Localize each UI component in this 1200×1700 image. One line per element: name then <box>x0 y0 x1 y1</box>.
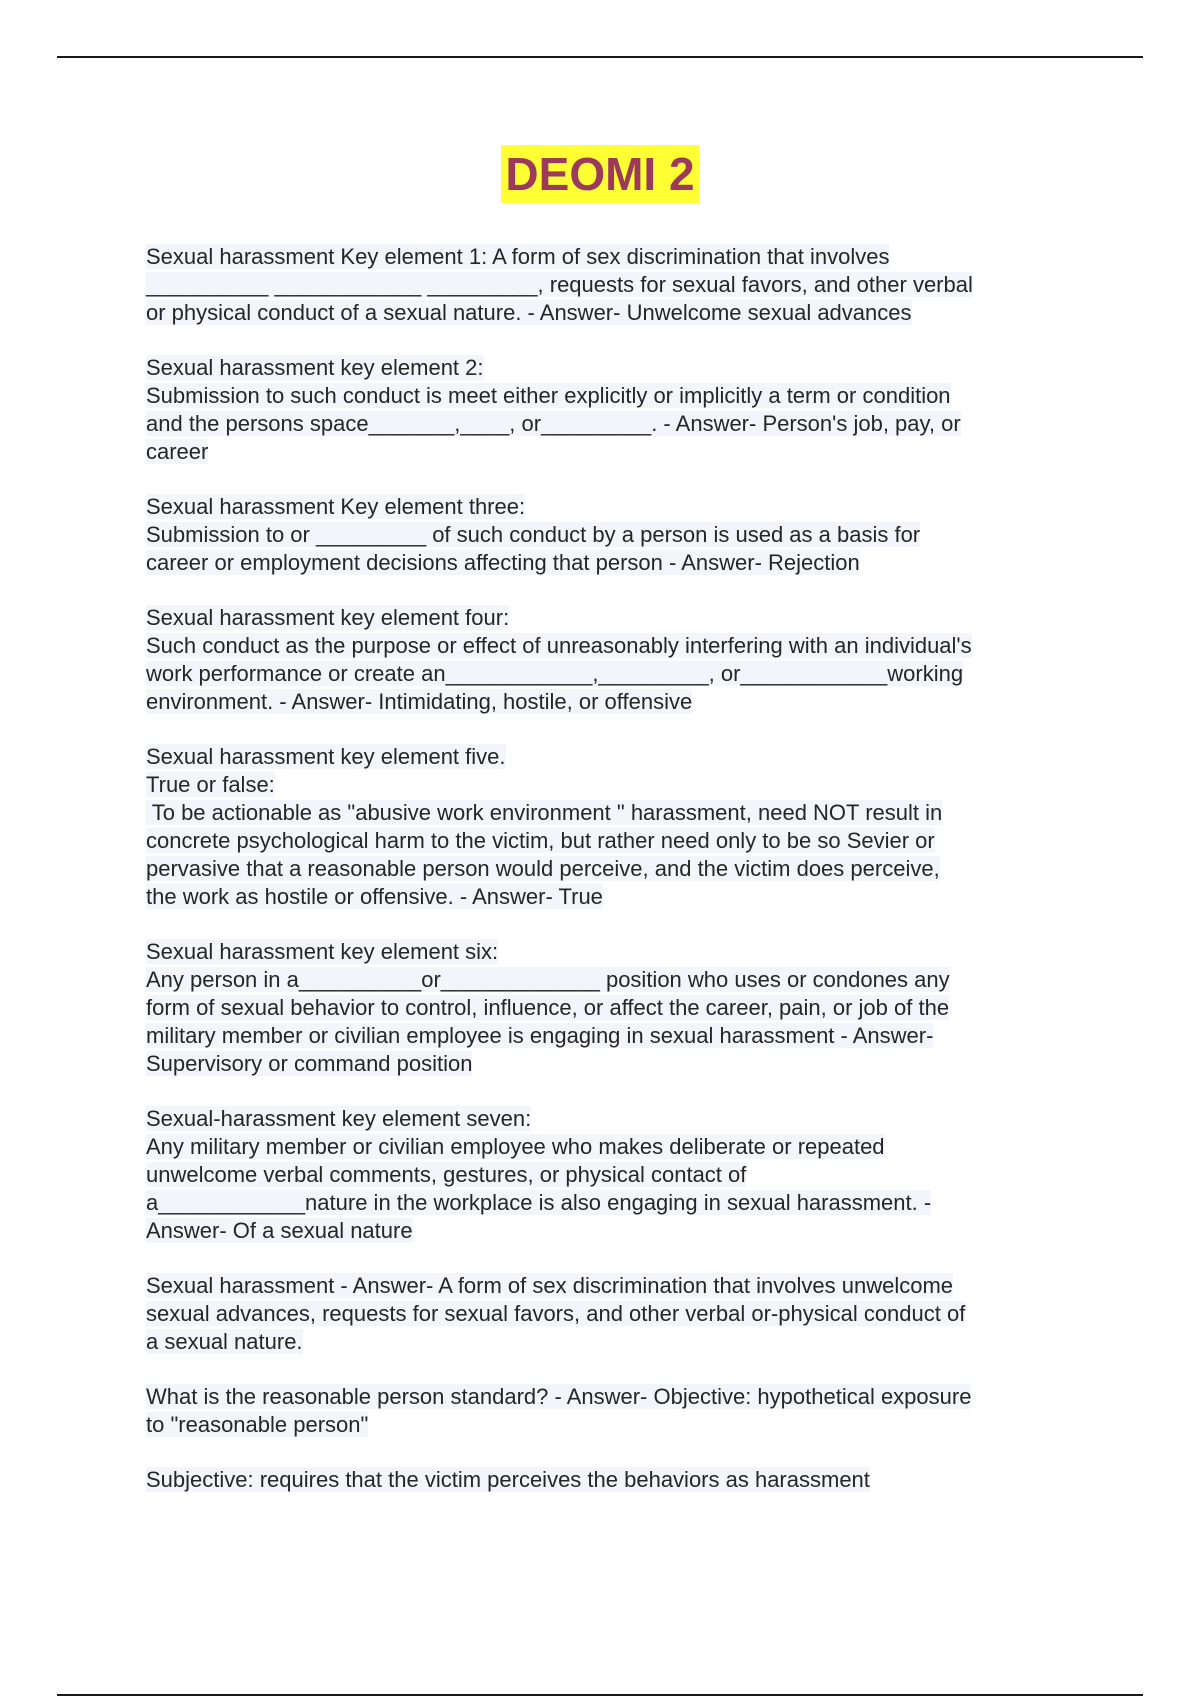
text-line <box>146 521 1066 549</box>
line-text: or physical conduct of a sexual nature. - Answer- Unwelcome sexual advances <box>146 300 912 325</box>
qa-block <box>146 1466 1066 1494</box>
qa-block <box>146 243 1066 327</box>
line-text: the work as hostile or offensive. - Answer- True <box>146 884 603 909</box>
qa-block <box>146 604 1066 716</box>
text-line <box>146 743 1066 771</box>
text-line <box>146 771 1066 799</box>
text-line <box>146 660 1066 688</box>
text-line <box>146 1050 1066 1078</box>
text-line <box>146 1133 1066 1161</box>
text-line <box>146 1161 1066 1189</box>
text-line <box>146 438 1066 466</box>
text-line <box>146 1189 1066 1217</box>
line-text: __________ ____________ _________, requests for sexual favors, and other verbal <box>146 272 973 297</box>
text-line <box>146 382 1066 410</box>
text-line <box>146 1383 1066 1411</box>
text-line <box>146 938 1066 966</box>
line-text: Sexual harassment key element six: <box>146 939 499 964</box>
qa-block <box>146 1383 1066 1439</box>
line-text: Such conduct as the purpose or effect of unreasonably interfering with an individual's <box>146 633 972 658</box>
line-text: Any military member or civilian employee who makes deliberate or repeated <box>146 1134 885 1159</box>
text-line <box>146 1411 1066 1439</box>
line-text: What is the reasonable person standard? - Answer- Objective: hypothetical exposure <box>146 1384 972 1409</box>
line-text: Sexual harassment key element five. <box>146 744 506 769</box>
text-line <box>146 410 1066 438</box>
text-line <box>146 271 1066 299</box>
text-line <box>146 1022 1066 1050</box>
line-text: to "reasonable person" <box>146 1412 369 1437</box>
line-text: career or employment decisions affecting that person - Answer- Rejection <box>146 550 860 575</box>
text-line <box>146 1272 1066 1300</box>
line-text: concrete psychological harm to the victim, but rather need only to be so Sevier or <box>146 828 935 853</box>
qa-block <box>146 743 1066 911</box>
line-text: Submission to such conduct is meet either explicitly or implicitly a term or condition <box>146 383 951 408</box>
text-line <box>146 354 1066 382</box>
line-text: pervasive that a reasonable person would perceive, and the victim does perceive, <box>146 856 940 881</box>
line-text: a____________nature in the workplace is also engaging in sexual harassment. - <box>146 1190 932 1215</box>
text-line <box>146 827 1066 855</box>
text-line <box>146 1217 1066 1245</box>
line-text: To be actionable as "abusive work environment " harassment, need NOT result in <box>146 800 943 825</box>
line-text: Submission to or _________ of such conduct by a person is used as a basis for <box>146 522 921 547</box>
text-line <box>146 1300 1066 1328</box>
text-line <box>146 549 1066 577</box>
document-body <box>146 243 1066 1521</box>
line-text: Sexual harassment key element 2: <box>146 355 484 380</box>
line-text: Sexual harassment Key element 1: A form of sex discrimination that involves <box>146 244 890 269</box>
qa-block <box>146 354 1066 466</box>
top-rule <box>57 56 1143 58</box>
page-title: DEOMI 2 <box>501 145 698 203</box>
qa-block <box>146 1272 1066 1356</box>
qa-block <box>146 938 1066 1078</box>
text-line <box>146 1105 1066 1133</box>
line-text: a sexual nature. <box>146 1329 303 1354</box>
text-line <box>146 966 1066 994</box>
text-line <box>146 604 1066 632</box>
line-text: Supervisory or command position <box>146 1051 473 1076</box>
line-text: career <box>146 439 209 464</box>
text-line <box>146 1328 1066 1356</box>
text-line <box>146 243 1066 271</box>
line-text: and the persons space_______,____, or_________. - Answer- Person's job, pay, or <box>146 411 961 436</box>
line-text: environment. - Answer- Intimidating, hostile, or offensive <box>146 689 693 714</box>
text-line <box>146 994 1066 1022</box>
text-line <box>146 299 1066 327</box>
text-line <box>146 493 1066 521</box>
text-line <box>146 1466 1066 1494</box>
line-text: work performance or create an____________,_________, or____________working <box>146 661 964 686</box>
line-text: sexual advances, requests for sexual favors, and other verbal or-physical conduct of <box>146 1301 966 1326</box>
line-text: Any person in a__________or_____________ position who uses or condones any <box>146 967 950 992</box>
line-text: Sexual harassment key element four: <box>146 605 510 630</box>
text-line <box>146 688 1066 716</box>
line-text: Sexual harassment - Answer- A form of sex discrimination that involves unwelcome <box>146 1273 954 1298</box>
line-text: unwelcome verbal comments, gestures, or physical contact of <box>146 1162 747 1187</box>
text-line <box>146 799 1066 827</box>
text-line <box>146 855 1066 883</box>
line-text: True or false: <box>146 772 275 797</box>
qa-block <box>146 493 1066 577</box>
bottom-rule <box>57 1694 1143 1696</box>
text-line <box>146 883 1066 911</box>
line-text: Sexual harassment Key element three: <box>146 494 526 519</box>
line-text: Sexual-harassment key element seven: <box>146 1106 532 1131</box>
line-text: military member or civilian employee is engaging in sexual harassment - Answer- <box>146 1023 934 1048</box>
qa-block <box>146 1105 1066 1245</box>
line-text: Subjective: requires that the victim perceives the behaviors as harassment <box>146 1467 870 1492</box>
line-text: form of sexual behavior to control, influence, or affect the career, pain, or job of the <box>146 995 950 1020</box>
title-wrap <box>0 145 1200 203</box>
text-line <box>146 632 1066 660</box>
line-text: Answer- Of a sexual nature <box>146 1218 413 1243</box>
